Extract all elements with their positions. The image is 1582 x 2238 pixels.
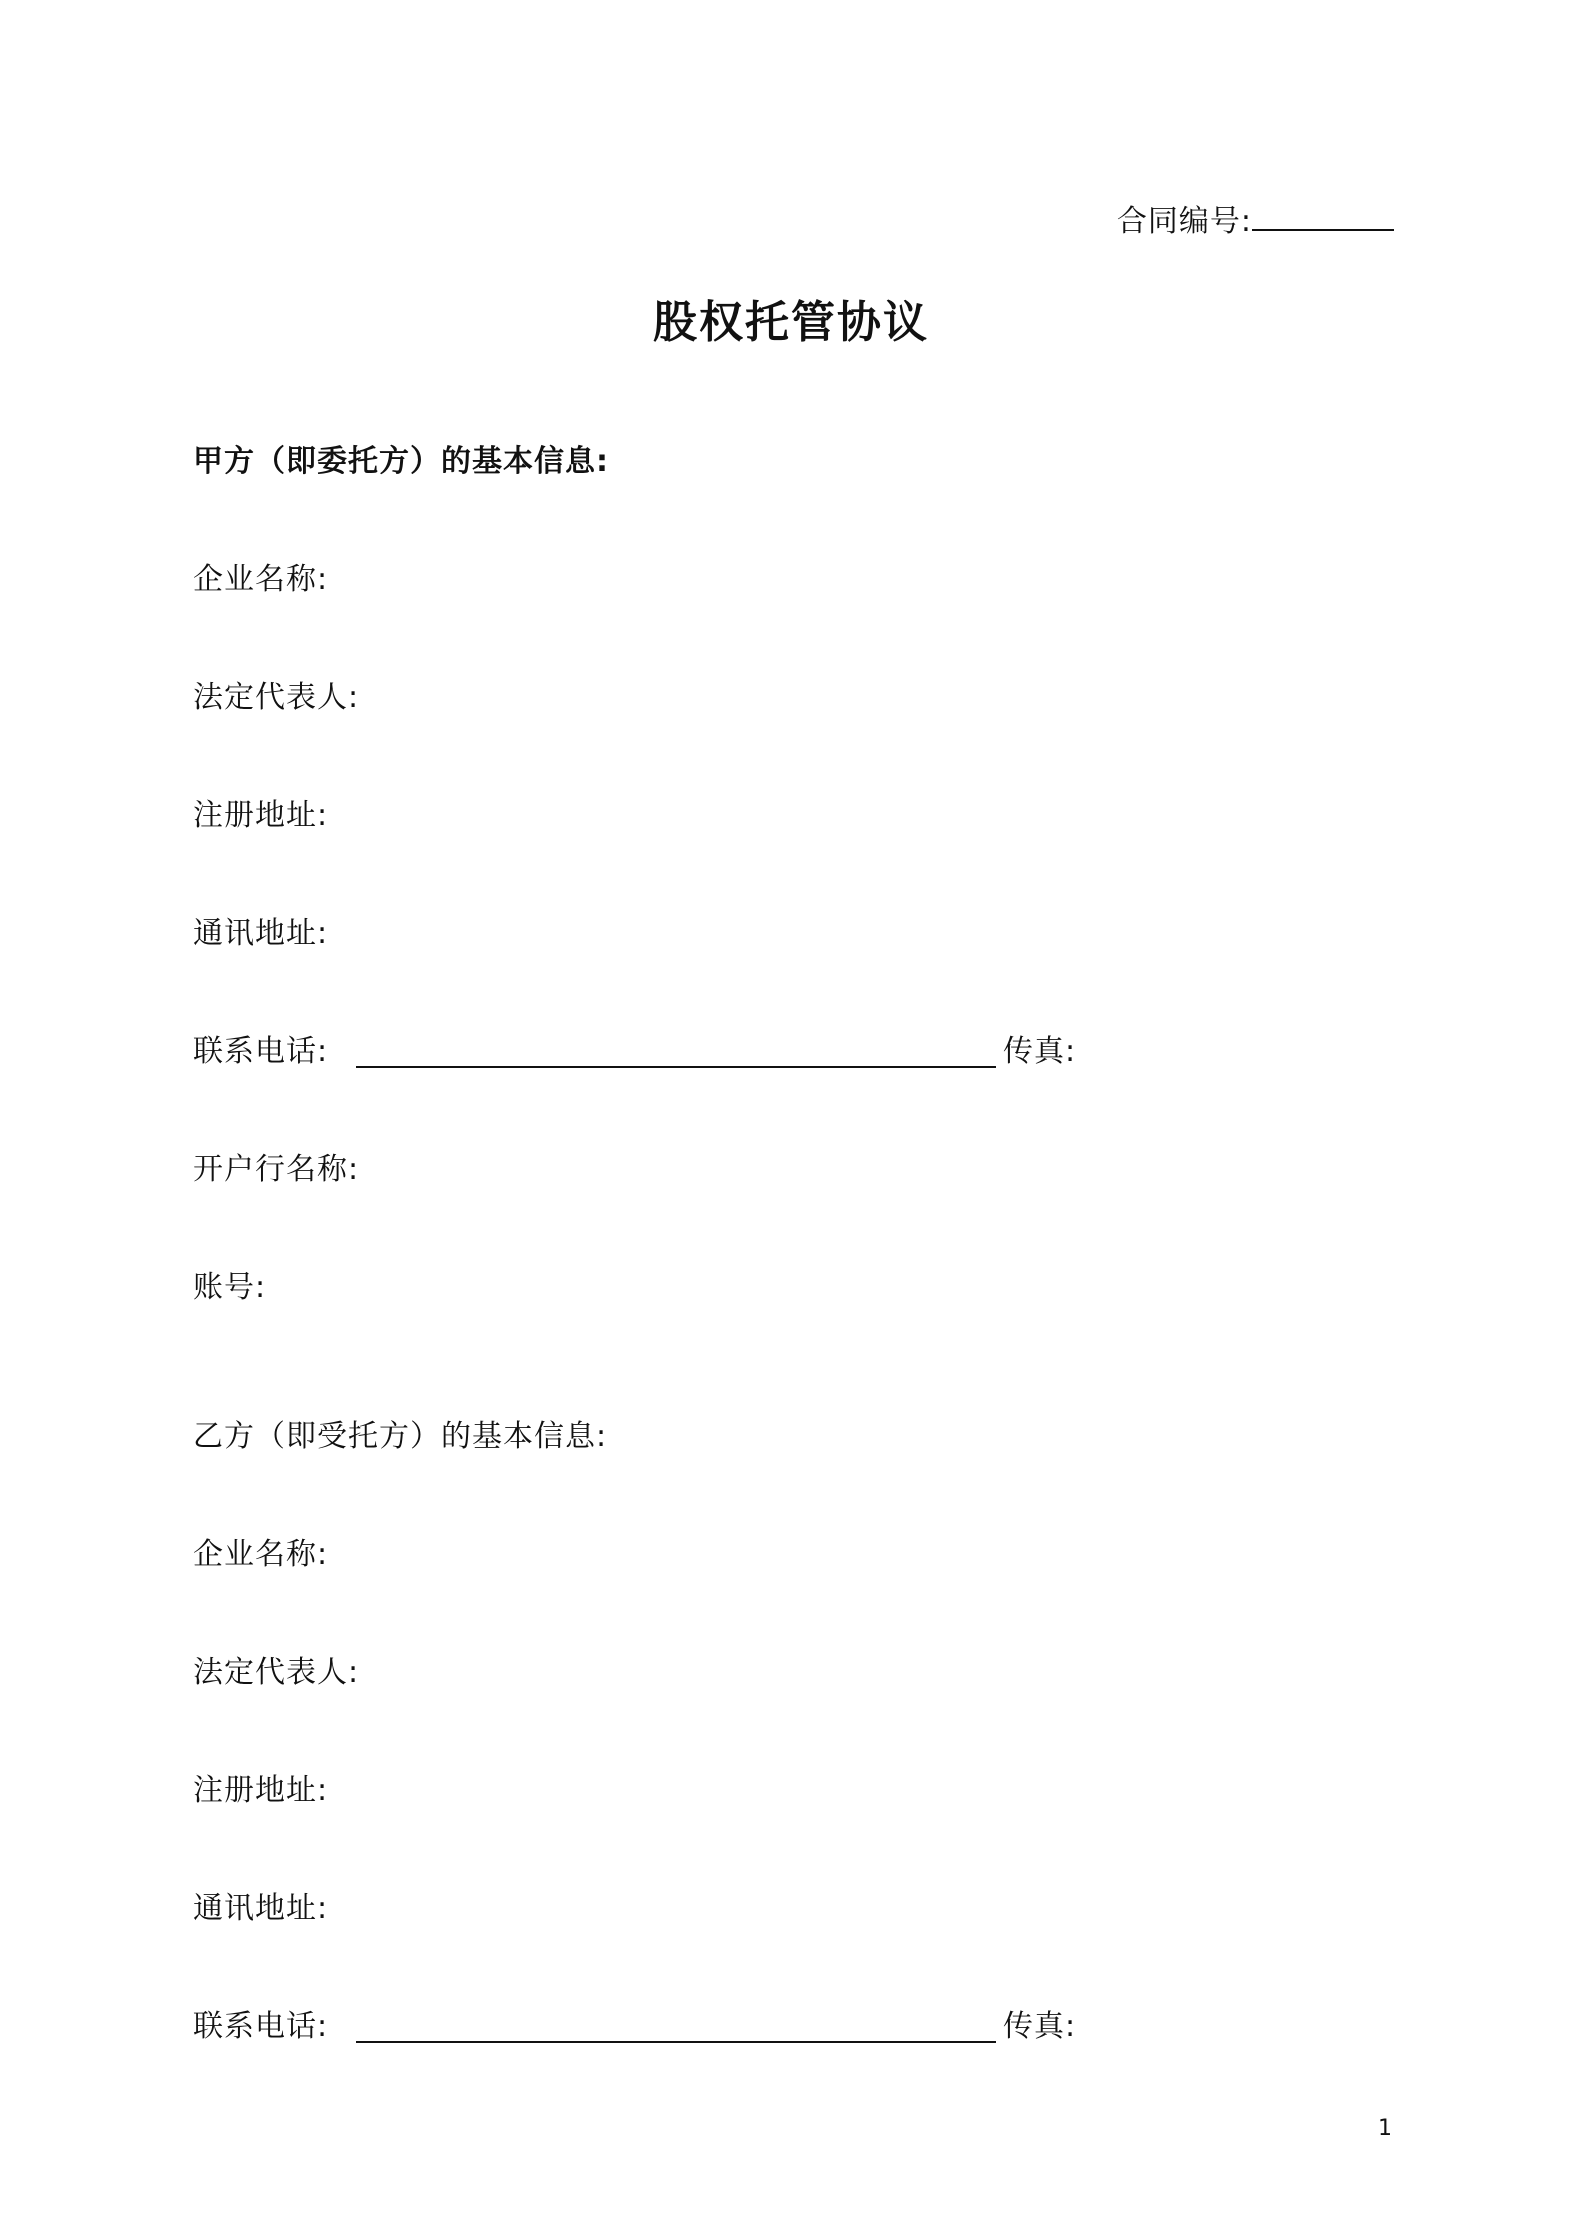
party-b-heading: 乙方（即受托方）的基本信息:: [193, 1419, 608, 1454]
party-a-phone-label: 联系电话:: [193, 1034, 329, 1069]
contract-number: [1117, 196, 1394, 240]
page-number: 1: [1378, 2116, 1392, 2141]
contract-number-blank: [1252, 205, 1394, 231]
party-b-phone-blank: [356, 2041, 996, 2043]
party-b-mailing-address-label: 通讯地址:: [193, 1891, 329, 1926]
party-b-company-name-label: 企业名称:: [193, 1537, 329, 1572]
party-b-fax-label: 传真:: [1003, 2009, 1077, 2044]
contract-number-label: 合同编号:: [1116, 204, 1252, 239]
party-a-account-label: 账号:: [193, 1270, 267, 1305]
party-a-phone-blank: [356, 1066, 996, 1068]
party-a-company-name-label: 企业名称:: [193, 562, 329, 597]
party-a-bank-name-label: 开户行名称:: [193, 1152, 360, 1187]
party-b-legal-rep-label: 法定代表人:: [193, 1655, 360, 1690]
party-a-heading: 甲方（即委托方）的基本信息:: [193, 444, 609, 479]
party-a-mailing-address-label: 通讯地址:: [193, 916, 329, 951]
document-title: 股权托管协议: [653, 297, 929, 348]
party-a-legal-rep-label: 法定代表人:: [193, 680, 360, 715]
party-a-fax-label: 传真:: [1003, 1034, 1077, 1069]
party-a-registered-address-label: 注册地址:: [193, 798, 329, 833]
party-b-phone-label: 联系电话:: [193, 2009, 329, 2044]
party-b-registered-address-label: 注册地址:: [193, 1773, 329, 1808]
